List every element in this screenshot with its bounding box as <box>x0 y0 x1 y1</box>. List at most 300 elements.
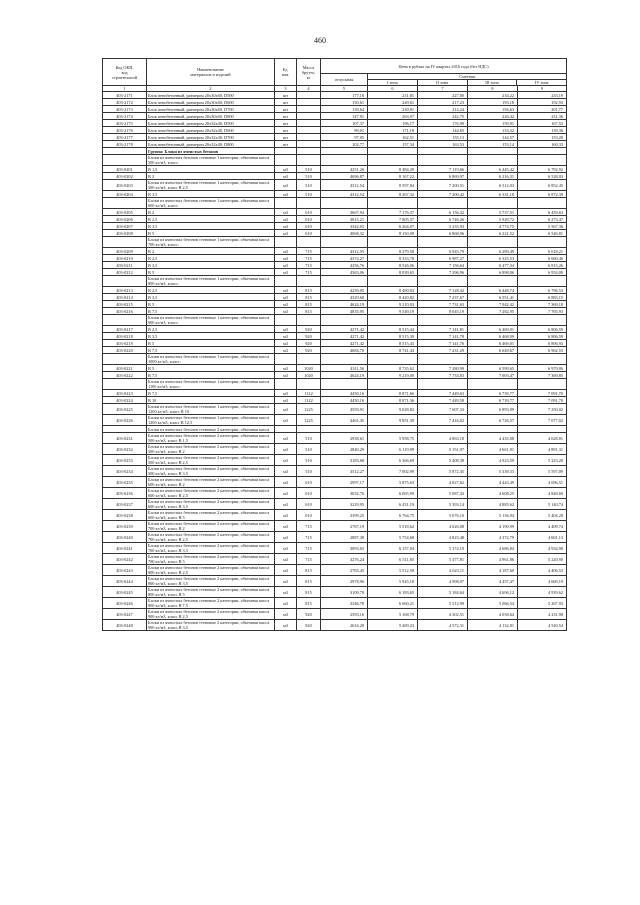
name-cell: В 3,5 <box>147 294 275 301</box>
zone3-price-cell: 4 058,64 <box>468 609 518 620</box>
code-cell <box>103 276 147 287</box>
zone1-price-cell: 7 805,57 <box>368 216 418 223</box>
zone2-price-cell: 4 823,48 <box>418 532 468 543</box>
header-row <box>103 59 567 74</box>
zone4-price-cell: 5 140,74 <box>518 499 567 510</box>
zone1-price-cell: 7 176,37 <box>368 209 418 216</box>
zone1-price-cell: 8 167,22 <box>368 173 418 180</box>
code-cell <box>103 155 147 166</box>
selling-price-cell: 3276,24 <box>321 554 368 565</box>
zone1-price-cell: 6 366,69 <box>368 455 418 466</box>
unit-cell: шт <box>275 99 297 106</box>
selling-price-cell: 4312,54 <box>321 180 368 191</box>
empty-cell <box>297 198 321 209</box>
table-row <box>103 347 567 354</box>
code-cell: 403-0221 <box>103 365 147 372</box>
empty-cell <box>368 198 418 209</box>
name-cell: Блоки из ячеистых бетонов стеновые 2 категории, объемная масса 500 кг/м3, класс В 2 <box>147 444 275 455</box>
zone4-price-cell: 7 091,70 <box>518 397 567 404</box>
unit-cell: м3 <box>275 576 297 587</box>
zone3-price-cell: 6 898,86 <box>468 269 518 276</box>
zone3-price-cell: 5 066,54 <box>468 598 518 609</box>
code-cell: 403-2173 <box>103 106 147 113</box>
name-cell: Блоки из ячеистых бетонов стеновые 2 категории, объемная масса 900 кг/м3, класс В 3,5 <box>147 620 275 631</box>
unit-cell: м3 <box>275 223 297 230</box>
zone2-price-cell: 7 607,33 <box>418 404 468 415</box>
table-row <box>103 106 567 113</box>
zone2-price-cell: 7 141,81 <box>418 326 468 333</box>
zone2-price-cell: 176,99 <box>418 120 468 127</box>
zone1-price-cell: 7 002,99 <box>368 466 418 477</box>
zone4-price-cell: 4 934,98 <box>518 543 567 554</box>
unit-cell: м3 <box>275 554 297 565</box>
selling-price-cell: 4461,45 <box>321 415 368 426</box>
empty-cell <box>368 354 418 365</box>
unit-cell: м3 <box>275 466 297 477</box>
empty-cell <box>275 276 297 287</box>
table-row <box>103 576 567 587</box>
code-cell <box>103 426 147 433</box>
unit-cell: м3 <box>275 365 297 372</box>
name-cell: В 5 <box>147 269 275 276</box>
selling-price-cell: 4312,54 <box>321 191 368 198</box>
mass-cell: 510 <box>297 166 321 173</box>
zone2-price-cell: 7 449,58 <box>418 397 468 404</box>
code-cell: 403-0205 <box>103 209 147 216</box>
unit-cell: шт <box>275 141 297 148</box>
empty-cell <box>418 354 468 365</box>
mass-cell: 815 <box>297 587 321 598</box>
mass-cell: 610 <box>297 216 321 223</box>
zone3-price-cell: 5 929,72 <box>468 216 518 223</box>
empty-cell <box>418 155 468 166</box>
zone1-price-cell: 9 210,03 <box>368 301 418 308</box>
zone1-price-cell: 157,34 <box>368 141 418 148</box>
zone1-price-cell: 8 597,84 <box>368 180 418 191</box>
mass-cell: 610 <box>297 510 321 521</box>
unit-cell: м3 <box>275 347 297 354</box>
selling-price-cell: 4684,70 <box>321 347 368 354</box>
zone4-price-cell: 4 406,53 <box>518 565 567 576</box>
zone4-price-cell: 233,19 <box>518 92 567 99</box>
zone2-price-cell: 7 128,42 <box>418 287 468 294</box>
selling-price-cell: 97,05 <box>321 134 368 141</box>
zone3-price-cell: 6 726,57 <box>468 415 518 426</box>
name-cell: Блок пенобетонный, размером 20х30х60, D700 <box>147 106 275 113</box>
table-row <box>103 230 567 237</box>
table-row <box>103 609 567 620</box>
empty-cell <box>518 426 567 433</box>
code-cell: 403-0212 <box>103 269 147 276</box>
empty-cell <box>418 276 468 287</box>
unit-cell: м3 <box>275 415 297 426</box>
zone3-price-cell: 4 661,91 <box>468 444 518 455</box>
name-cell: В 3,5 <box>147 191 275 198</box>
unit-cell: м3 <box>275 433 297 444</box>
mass-cell: 715 <box>297 248 321 255</box>
table-row <box>103 587 567 598</box>
selling-price-cell: 107,37 <box>321 120 368 127</box>
unit-cell: м3 <box>275 372 297 379</box>
table-row <box>103 466 567 477</box>
zone3-price-cell: 194,63 <box>468 106 518 113</box>
empty-cell <box>297 276 321 287</box>
empty-cell <box>275 155 297 166</box>
zone3-price-cell: 226,42 <box>468 113 518 120</box>
unit-cell: м3 <box>275 294 297 301</box>
code-cell: 403-0218 <box>103 333 147 340</box>
selling-price-cell: 4835,95 <box>321 308 368 315</box>
code-cell: 403-0217 <box>103 326 147 333</box>
zone3-price-cell: 6 289,49 <box>468 248 518 255</box>
mass-cell <box>297 92 321 99</box>
code-cell: 403-0234 <box>103 466 147 477</box>
zone2-price-cell: 155,13 <box>418 134 468 141</box>
table-row <box>103 390 567 397</box>
selling-price-cell: 4329,60 <box>321 294 368 301</box>
zone3-price-cell: 6 325,53 <box>468 255 518 262</box>
empty-cell <box>297 315 321 326</box>
unit-cell: м3 <box>275 340 297 347</box>
code-cell <box>103 148 147 155</box>
empty-cell <box>418 148 468 155</box>
mass-cell <box>297 120 321 127</box>
code-cell: 403-0246 <box>103 598 147 609</box>
name-cell: Блок пенобетонный, размером 20х32х40, D600 <box>147 127 275 134</box>
zone1-price-cell: 8 484,29 <box>368 166 418 173</box>
empty-cell <box>321 379 368 390</box>
empty-cell <box>321 148 368 155</box>
unit-header: Ед. изм. <box>275 59 297 86</box>
mass-cell: 610 <box>297 230 321 237</box>
empty-cell <box>321 426 368 433</box>
subgroup-title: Блоки из ячеистых бетонов стеновые 1 категории, объемная масса 700 кг/м3, класс: <box>147 237 275 248</box>
zone2-price-cell: 227,80 <box>418 92 468 99</box>
zone3-price-cell: 4 443,49 <box>468 477 518 488</box>
empty-cell <box>468 426 518 433</box>
zone3-price-cell: 5 136,94 <box>468 510 518 521</box>
name-cell: В 2 <box>147 209 275 216</box>
zone4-price-cell: 4 939,62 <box>518 587 567 598</box>
selling-price-cell: 4271,42 <box>321 333 368 340</box>
zone4-price-cell: 5 267,93 <box>518 598 567 609</box>
mass-cell: 510 <box>297 444 321 455</box>
subgroup-title: Блоки из ячеистых бетонов стеновые 1 категории, объемная масса 1000 кг/м3, класс: <box>147 354 275 365</box>
code-cell: 403-2176 <box>103 127 147 134</box>
code-cell: 403-2175 <box>103 120 147 127</box>
zone2-price-cell: 7 733,83 <box>418 372 468 379</box>
mass-cell <box>297 141 321 148</box>
mass-cell <box>297 134 321 141</box>
group-row <box>103 148 567 155</box>
unit-cell: м3 <box>275 598 297 609</box>
table-row <box>103 99 567 106</box>
zone1-price-cell: 8 267,32 <box>368 191 418 198</box>
zone1-price-cell: 5 168,79 <box>368 609 418 620</box>
zone2-price-cell: 4 302,51 <box>418 609 468 620</box>
mass-header: Масса брутто, кг <box>297 59 321 86</box>
table-row <box>103 287 567 294</box>
table-row <box>103 134 567 141</box>
subgroup-row <box>103 426 567 433</box>
zone2-price-cell: 5 872,45 <box>418 466 468 477</box>
mass-cell: 610 <box>297 223 321 230</box>
name-cell: В 2 <box>147 248 275 255</box>
zone4-price-cell: 6 806,93 <box>518 340 567 347</box>
selling-price-cell: 2997,17 <box>321 477 368 488</box>
zone3-price-cell: 6 551,41 <box>468 294 518 301</box>
zone4-price-cell: 4 628,81 <box>518 433 567 444</box>
zone1-price-cell: 6 431,19 <box>368 499 418 510</box>
empty-cell <box>418 426 468 433</box>
selling-price-cell: 3512,27 <box>321 466 368 477</box>
zone2-price-cell: 7 119,66 <box>418 166 468 173</box>
zone2-price-cell: 5 512,99 <box>418 598 468 609</box>
zone2-price-cell: 217,23 <box>418 99 468 106</box>
mass-cell: 715 <box>297 521 321 532</box>
empty-cell <box>468 237 518 248</box>
mass-cell: 920 <box>297 326 321 333</box>
unit-cell: м3 <box>275 230 297 237</box>
zone2-price-cell: 163,53 <box>418 141 468 148</box>
name-cell: В 10 <box>147 397 275 404</box>
unit-cell: м3 <box>275 543 297 554</box>
selling-price-cell: 2767,19 <box>321 521 368 532</box>
mass-cell: 815 <box>297 598 321 609</box>
table-row <box>103 532 567 543</box>
zone1-price-cell: 8 735,62 <box>368 365 418 372</box>
empty-cell <box>468 276 518 287</box>
table-row <box>103 141 567 148</box>
zone2-price-cell: 5 174,19 <box>418 543 468 554</box>
table-row <box>103 248 567 255</box>
name-cell: В 2,5 <box>147 287 275 294</box>
unit-cell: м3 <box>275 255 297 262</box>
code-cell <box>103 379 147 390</box>
empty-cell <box>321 354 368 365</box>
zone1-price-cell: 8 333,78 <box>368 255 418 262</box>
mass-cell: 510 <box>297 455 321 466</box>
code-cell: 403-0215 <box>103 301 147 308</box>
empty-cell <box>518 379 567 390</box>
zone2-price-cell: 4 626,08 <box>418 521 468 532</box>
zone4-price-cell: 6 806,59 <box>518 333 567 340</box>
zone2-price-cell: 6 987,27 <box>418 255 468 262</box>
table-row <box>103 365 567 372</box>
zone2-price-cell: 5 235,93 <box>418 223 468 230</box>
table-row <box>103 223 567 230</box>
zone3-price-cell: 4 696,12 <box>468 587 518 598</box>
table-row <box>103 488 567 499</box>
table-row <box>103 554 567 565</box>
zone2-price-cell: 144,65 <box>418 127 468 134</box>
zone4-price-cell: 201,77 <box>518 106 567 113</box>
zone3-price-cell: 6 331,18 <box>468 191 518 198</box>
selling-price-cell: 3109,78 <box>321 587 368 598</box>
zone2-price-cell: 4 827,62 <box>418 477 468 488</box>
zone1-price-cell: 249,61 <box>368 99 418 106</box>
zone2-price-cell: 7 141,76 <box>418 340 468 347</box>
zone1-price-cell: 9 549,19 <box>368 308 418 315</box>
empty-cell <box>368 276 418 287</box>
zone1-price-cell: 5 958,75 <box>368 433 418 444</box>
zone2-price-cell: 6 746,26 <box>418 216 468 223</box>
subgroup-row <box>103 354 567 365</box>
subgroup-row <box>103 198 567 209</box>
name-cell: Блоки из ячеистых бетонов стеновые 2 категории, объемная масса 600 кг/м3, класс В 2 <box>147 477 275 488</box>
selling-price-cell: 3093,63 <box>321 543 368 554</box>
mass-cell: 510 <box>297 433 321 444</box>
name-cell: Блоки из ячеистых бетонов стеновые 2 категории, объемная масса 700 кг/м3, класс В 2,5 <box>147 532 275 543</box>
table-row <box>103 510 567 521</box>
zone3-price-cell: 6 893,99 <box>468 404 518 415</box>
name-cell: В 2,5 <box>147 255 275 262</box>
subgroup-title: Блоки из ячеистых бетонов стеновые 1 категории, объемная масса 600 кг/м3, класс: <box>147 198 275 209</box>
zone2-price-cell: 8 045,19 <box>418 308 468 315</box>
code-cell: 403-0243 <box>103 565 147 576</box>
zone4-price-cell: 7 077,02 <box>518 415 567 426</box>
table-row <box>103 269 567 276</box>
table-row <box>103 166 567 173</box>
table-row <box>103 499 567 510</box>
subgroup-title: Блоки из ячеистых бетонов стеновые 2 категории, объемная масса <box>147 426 275 433</box>
empty-cell <box>468 379 518 390</box>
table-row <box>103 521 567 532</box>
name-cell: Блок пенобетонный, размером 20х30х60, D600 <box>147 99 275 106</box>
empty-cell <box>468 155 518 166</box>
name-cell: Блоки из ячеистых бетонов стеновые 2 категории, объемная масса 600 кг/м3, класс В 2,5 <box>147 488 275 499</box>
zone2-price-cell: 6 945,79 <box>418 248 468 255</box>
code-cell: 403-0241 <box>103 543 147 554</box>
zone2-price-cell: 4 572,31 <box>418 620 468 631</box>
zone1-price-cell: 8 490,03 <box>368 287 418 294</box>
unit-cell: шт <box>275 127 297 134</box>
empty-cell <box>518 354 567 365</box>
mass-cell: 715 <box>297 543 321 554</box>
zone2-price-cell: 7 416,02 <box>418 415 468 426</box>
zone3-price-cell: 4 961,86 <box>468 554 518 565</box>
code-cell: 403-0237 <box>103 499 147 510</box>
selling-price-cell: 139,64 <box>321 106 368 113</box>
mass-cell <box>297 113 321 120</box>
zone1-price-cell: 5 945,18 <box>368 576 418 587</box>
page-number: 460 <box>314 36 326 45</box>
zone4-price-cell: 6 872,39 <box>518 191 567 198</box>
code-cell <box>103 315 147 326</box>
zone1-price-cell: 8 871,66 <box>368 390 418 397</box>
selling-price-cell: 4559,91 <box>321 404 368 415</box>
empty-cell <box>297 379 321 390</box>
selling-price-cell: 4624,19 <box>321 301 368 308</box>
mass-cell: 815 <box>297 301 321 308</box>
zone1-price-cell: 6 157,04 <box>368 543 418 554</box>
zone2-price-cell: 6 869,97 <box>418 173 468 180</box>
zone1-price-cell: 8 039,65 <box>368 269 418 276</box>
empty-cell <box>468 354 518 365</box>
zone4-price-cell: 6 273,47 <box>518 216 567 223</box>
code-cell: 403-0224 <box>103 397 147 404</box>
zone4-price-cell: 4 696,51 <box>518 477 567 488</box>
name-cell: В 5 <box>147 230 275 237</box>
mass-cell: 715 <box>297 532 321 543</box>
name-cell: В 2 <box>147 173 275 180</box>
empty-cell <box>275 148 297 155</box>
name-cell: В 5 <box>147 365 275 372</box>
unit-cell: м3 <box>275 326 297 333</box>
mass-cell: 815 <box>297 565 321 576</box>
zone2-price-cell: 7 449,63 <box>418 390 468 397</box>
code-cell: 403-0220 <box>103 347 147 354</box>
zone3-price-cell: 4 132,81 <box>468 620 518 631</box>
mass-cell: 920 <box>297 620 321 631</box>
zone2-price-cell: 4 998,07 <box>418 576 468 587</box>
code-cell: 403-0219 <box>103 340 147 347</box>
zone4-price-cell: 5 404,28 <box>518 510 567 521</box>
zone1-price-cell: 6 065,99 <box>368 488 418 499</box>
zone1-price-cell: 6 264,07 <box>368 223 418 230</box>
code-cell: 403-0222 <box>103 372 147 379</box>
zone4-price-cell: 4 540,54 <box>518 620 567 631</box>
zone3-price-cell: 6 469,01 <box>468 326 518 333</box>
zone3-price-cell: 6 468,09 <box>468 333 518 340</box>
zone2-price-cell: 5 087,43 <box>418 488 468 499</box>
zone4-price-cell: 167,53 <box>518 120 567 127</box>
zone4-price-cell: 4 891,31 <box>518 444 567 455</box>
empty-cell <box>518 198 567 209</box>
selling-price-cell: 3229,95 <box>321 499 368 510</box>
zone4-price-cell: 5 223,20 <box>518 455 567 466</box>
table-row <box>103 301 567 308</box>
mass-cell: 510 <box>297 173 321 180</box>
zone4-price-cell: 6 528,03 <box>518 173 567 180</box>
unit-cell: м3 <box>275 301 297 308</box>
mass-cell: 920 <box>297 340 321 347</box>
empty-cell <box>468 148 518 155</box>
zone1-price-cell: 6 119,99 <box>368 444 418 455</box>
subgroup-title: Блоки из ячеистых бетонов стеновые 1 категории, объемная масса 800 кг/м3, класс: <box>147 276 275 287</box>
table-row <box>103 477 567 488</box>
selling-price-header: отпускная <box>321 74 368 86</box>
mass-cell: 610 <box>297 488 321 499</box>
code-cell: 403-0231 <box>103 433 147 444</box>
zone1-price-cell: 162,51 <box>368 134 418 141</box>
zone1-price-cell: 5 754,68 <box>368 532 418 543</box>
table-row <box>103 326 567 333</box>
mass-cell: 1020 <box>297 372 321 379</box>
code-cell: 403-0223 <box>103 390 147 397</box>
selling-price-cell: 4363,06 <box>321 269 368 276</box>
selling-price-cell: 4372,27 <box>321 255 368 262</box>
zone3-price-cell: 6 477,34 <box>468 262 518 269</box>
table-row <box>103 216 567 223</box>
unit-cell: м3 <box>275 209 297 216</box>
zone1-price-cell: 5 469,23 <box>368 620 418 631</box>
zone3-price-cell: 4 187,60 <box>468 565 518 576</box>
mass-cell: 715 <box>297 255 321 262</box>
zone3-price-cell: 7 042,42 <box>468 301 518 308</box>
unit-cell: м3 <box>275 166 297 173</box>
zone1-price-cell: 5 518,62 <box>368 521 418 532</box>
name-cell: Блоки из ячеистых бетонов стеновые 1 категории, объемная масса 500 кг/м3, класс В 2,5 <box>147 180 275 191</box>
name-cell: В 2,5 <box>147 326 275 333</box>
unit-cell: м3 <box>275 488 297 499</box>
table-row <box>103 333 567 340</box>
unit-cell: м3 <box>275 308 297 315</box>
name-cell: Блоки из ячеистых бетонов стеновые 2 категории, объемная масса 700 кг/м3, класс В 2 <box>147 521 275 532</box>
zone3-price-cell: 6 221,52 <box>468 230 518 237</box>
zone3-price-cell: 6 512,03 <box>468 180 518 191</box>
unit-cell: м3 <box>275 333 297 340</box>
